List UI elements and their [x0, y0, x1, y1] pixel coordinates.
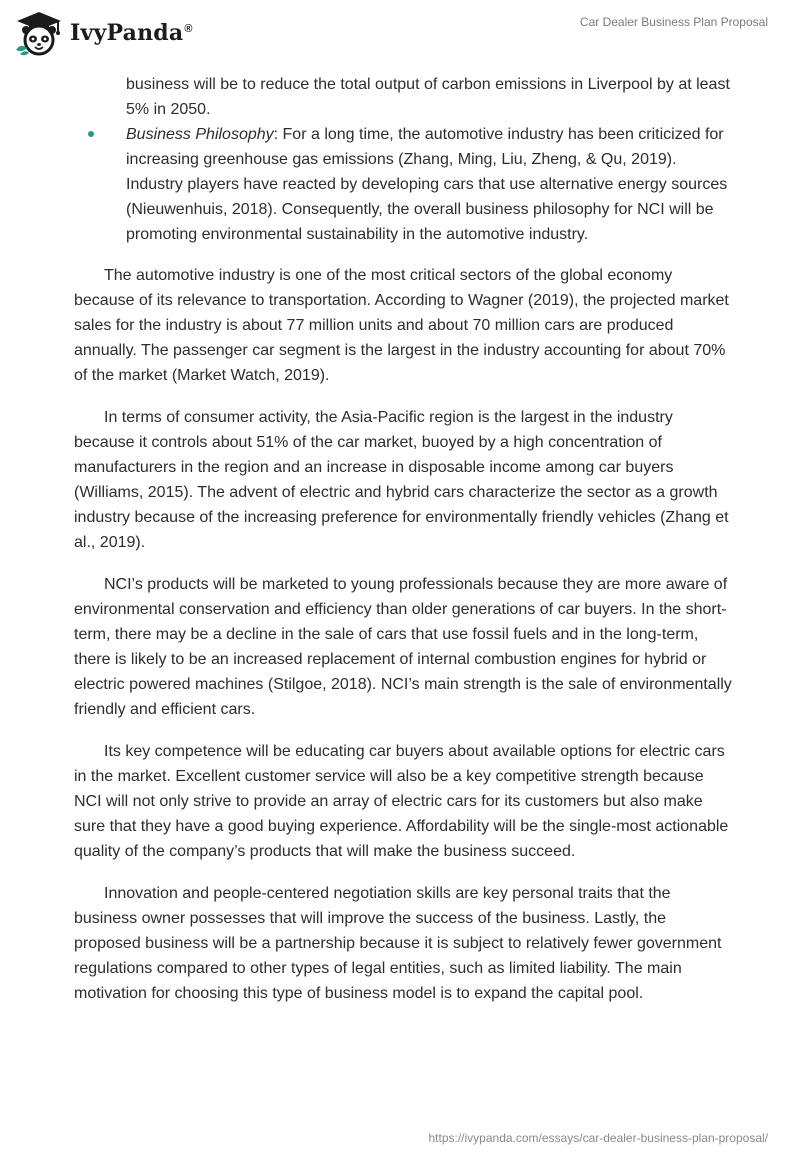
logo-wordmark: IvyPanda® [70, 20, 193, 46]
source-url[interactable]: https://ivypanda.com/essays/car-dealer-business-plan-proposal/ [428, 1131, 768, 1145]
registered-mark: ® [184, 22, 193, 35]
panda-graduate-icon [14, 10, 64, 56]
list-item-text: business will be to reduce the total output of carbon emissions in Liverpool by at least 5% in 2050. [126, 76, 730, 118]
paragraph: The automotive industry is one of the most critical sectors of the global economy because of its relevance to transportation. According to Wagner (2019), the projected market sales for the industry is about 77 million units and about 70 million cars are produced annually. The passenger car segment is the largest in the industry accounting for about 70% of the market (Market Watch, 2019). [74, 267, 729, 384]
paragraph: Its key competence will be educating car buyers about available options for electric cars in the market. Excellent customer service will also be a key competitive strength because NCI will not only strive to provide an array of electric cars for its customers but also make sure that they have a good buying experience. Affordability will be the single-most actionable quality of the company’s products that will make the business succeed. [74, 743, 729, 860]
paragraph: In terms of consumer activity, the Asia-Pacific region is the largest in the industry because it controls about 51% of the car market, buoyed by a high concentration of manufacturers in the region and an increase in disposable income among car buyers (Williams, 2015). The advent of electric and hybrid cars characterize the sector as a growth industry because of the increasing preference for environmentally friendly vehicles (Zhang et al., 2019). [74, 409, 729, 551]
list-item [74, 122, 734, 247]
document-title: Car Dealer Business Plan Proposal [579, 15, 768, 29]
essay-body [74, 72, 734, 1006]
paragraph: NCI’s products will be marketed to young professionals because they are more aware of environmental conservation and efficiency than older generations of car buyers. In the short-term, there may be a decline in the sale of cars that use fossil fuels and in the long-term, there is likely to be an increased replacement of internal combustion engines for hybrid or electric powered machines (Stilgoe, 2018). NCI’s main strength is the sale of environmentally friendly and efficient cars. [74, 576, 732, 718]
list-item-text: : For a long time, the automotive industry has been criticized for increasing greenhouse gas emissions (Zhang, Ming, Liu, Zheng, & Qu, 2019). Industry players have reacted by developing cars that use alternative energy sources (Nieuwenhuis, 2018). Consequently, the overall business philosophy for NCI will be promoting environmental sustainability in the automotive industry. [126, 126, 728, 243]
paragraph: Innovation and people-centered negotiation skills are key personal traits that the business owner possesses that will improve the success of the business. Lastly, the proposed business will be a partnership because it is subject to relatively fewer government regulations compared to other types of legal entities, such as limited liability. The main motivation for choosing this type of business model is to expand the capital pool. [74, 885, 722, 1002]
page-header [0, 0, 800, 70]
ivypanda-logo[interactable] [14, 8, 193, 58]
list-item-label: Business Philosophy [126, 126, 274, 143]
bullet-list [74, 72, 734, 247]
bullet-dot-icon [88, 131, 94, 137]
list-item [74, 72, 734, 122]
